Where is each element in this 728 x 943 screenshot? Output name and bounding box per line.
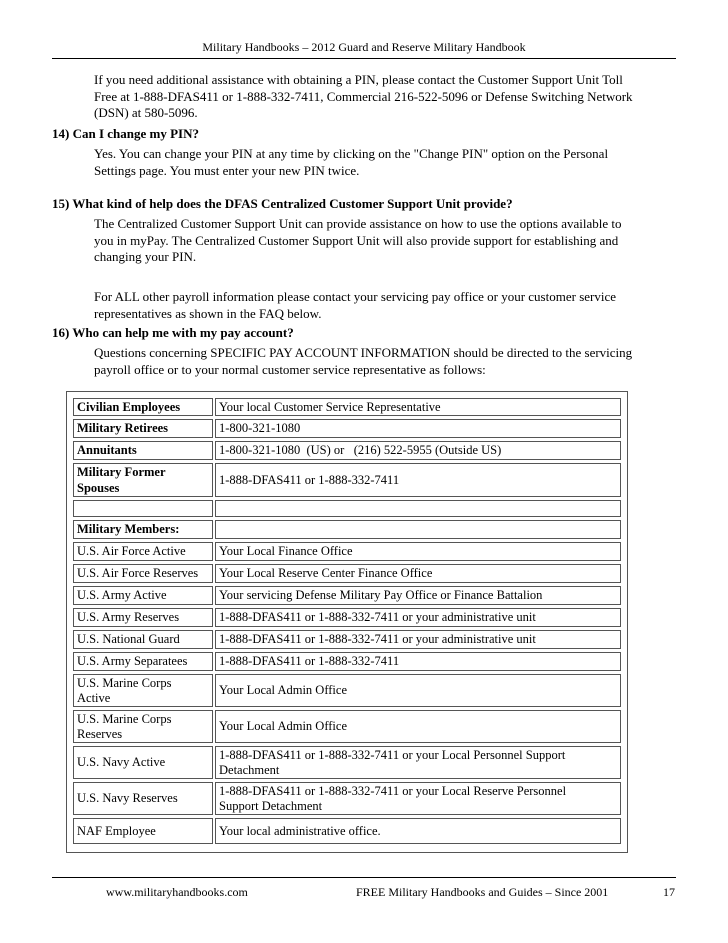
answer-line: Yes. You can change your PIN at any time by clicking on the "Change PIN" option on the Personal	[94, 146, 609, 161]
row-contact: 1-800-321-1080	[215, 419, 621, 438]
question-15: 15) What kind of help does the DFAS Centralized Customer Support Unit provide?	[52, 196, 513, 211]
answer-line: you in myPay. The Centralized Customer Support Unit will also provide support for establishing and	[94, 232, 619, 248]
row-label: U.S. Army Active	[73, 586, 213, 605]
row-contact: 1-888-DFAS411 or 1-888-332-7411 or your Local Personnel Support Detachment	[215, 746, 621, 779]
page-number: 17	[663, 885, 675, 899]
row-contact: Your servicing Defense Military Pay Office or Finance Battalion	[215, 586, 621, 605]
table-row	[67, 564, 627, 583]
table-row	[67, 441, 627, 460]
row-contact: Your local administrative office.	[215, 818, 621, 844]
page-header: Military Handbooks – 2012 Guard and Reserve Military Handbook	[202, 40, 526, 54]
intro-line: If you need additional assistance with obtaining a PIN, please contact the Customer Support Unit Toll	[94, 72, 623, 87]
answer-14	[94, 146, 654, 179]
answer-15	[94, 216, 654, 266]
row-label: Civilian Employees	[73, 398, 213, 416]
row-contact: 1-888-DFAS411 or 1-888-332-7411	[215, 463, 621, 497]
question-14: 14) Can I change my PIN?	[52, 126, 199, 141]
table-row	[67, 500, 627, 517]
table-row	[67, 542, 627, 561]
row-label: U.S. Army Separatees	[73, 652, 213, 671]
answer-line: The Centralized Customer Support Unit can provide assistance on how to use the options available to	[94, 216, 622, 231]
row-contact: 1-888-DFAS411 or 1-888-332-7411 or your administrative unit	[215, 630, 621, 649]
answer-line: Settings page. You must enter your new PIN twice.	[94, 162, 360, 178]
row-label: U.S. Marine Corps Reserves	[73, 710, 213, 743]
intro-line: Free at 1-888-DFAS411 or 1-888-332-7411, Commercial 216-522-5096 or Defense Switching Network	[94, 88, 633, 104]
row-contact: 1-888-DFAS411 or 1-888-332-7411 or your Local Reserve Personnel Support Detachment	[215, 782, 621, 815]
footer-divider	[52, 877, 676, 878]
intro-line: (DSN) at 580-5096.	[94, 105, 198, 120]
answer-line: changing your PIN.	[94, 249, 197, 264]
row-label: U.S. Navy Reserves	[73, 782, 213, 815]
answer-line: Questions concerning SPECIFIC PAY ACCOUNT INFORMATION should be directed to the servicing	[94, 345, 633, 360]
answer-line: payroll office or to your normal customer service representative as follows:	[94, 361, 486, 377]
answer-15-followup	[94, 289, 654, 322]
table-row	[67, 463, 627, 497]
table-row	[67, 818, 627, 844]
row-label: U.S. Air Force Active	[73, 542, 213, 561]
row-label: U.S. Marine Corps Active	[73, 674, 213, 707]
footer-tagline: FREE Military Handbooks and Guides – Since 2001	[356, 885, 609, 899]
row-contact: Your Local Finance Office	[215, 542, 621, 561]
header-divider	[52, 58, 676, 59]
answer-line: representatives as shown in the FAQ below.	[94, 305, 322, 321]
pay-contact-table	[66, 391, 628, 853]
question-16: 16) Who can help me with my pay account?	[52, 325, 294, 340]
table-row	[67, 674, 627, 707]
table-row	[67, 520, 627, 539]
table-row	[67, 782, 627, 815]
table-row	[67, 608, 627, 627]
row-label: U.S. Navy Active	[73, 746, 213, 779]
answer-16	[94, 345, 654, 378]
row-label	[73, 500, 213, 517]
row-label: U.S. Army Reserves	[73, 608, 213, 627]
row-label: U.S. Air Force Reserves	[73, 564, 213, 583]
table-row	[67, 630, 627, 649]
row-label: Military Former Spouses	[73, 463, 213, 497]
table-row	[67, 710, 627, 743]
row-contact: 1-888-DFAS411 or 1-888-332-7411	[215, 652, 621, 671]
row-contact	[215, 500, 621, 517]
row-label: Annuitants	[73, 441, 213, 460]
footer-website: www.militaryhandbooks.com	[106, 885, 248, 899]
intro-paragraph	[94, 72, 654, 122]
table-row	[67, 419, 627, 438]
row-contact: Your Local Admin Office	[215, 710, 621, 743]
table-row	[67, 398, 627, 416]
answer-line: For ALL other payroll information please contact your servicing pay office or your customer service	[94, 289, 616, 304]
row-label: Military Retirees	[73, 419, 213, 438]
row-label: Military Members:	[73, 520, 213, 539]
row-label: NAF Employee	[73, 818, 213, 844]
row-contact: Your Local Reserve Center Finance Office	[215, 564, 621, 583]
row-contact: 1-888-DFAS411 or 1-888-332-7411 or your administrative unit	[215, 608, 621, 627]
row-label: U.S. National Guard	[73, 630, 213, 649]
table-row	[67, 746, 627, 779]
row-contact: Your local Customer Service Representative	[215, 398, 621, 416]
table-row	[67, 586, 627, 605]
row-contact: Your Local Admin Office	[215, 674, 621, 707]
row-contact: 1-800-321-1080 (US) or (216) 522-5955 (Outside US)	[215, 441, 621, 460]
row-contact	[215, 520, 621, 539]
table-row	[67, 652, 627, 671]
